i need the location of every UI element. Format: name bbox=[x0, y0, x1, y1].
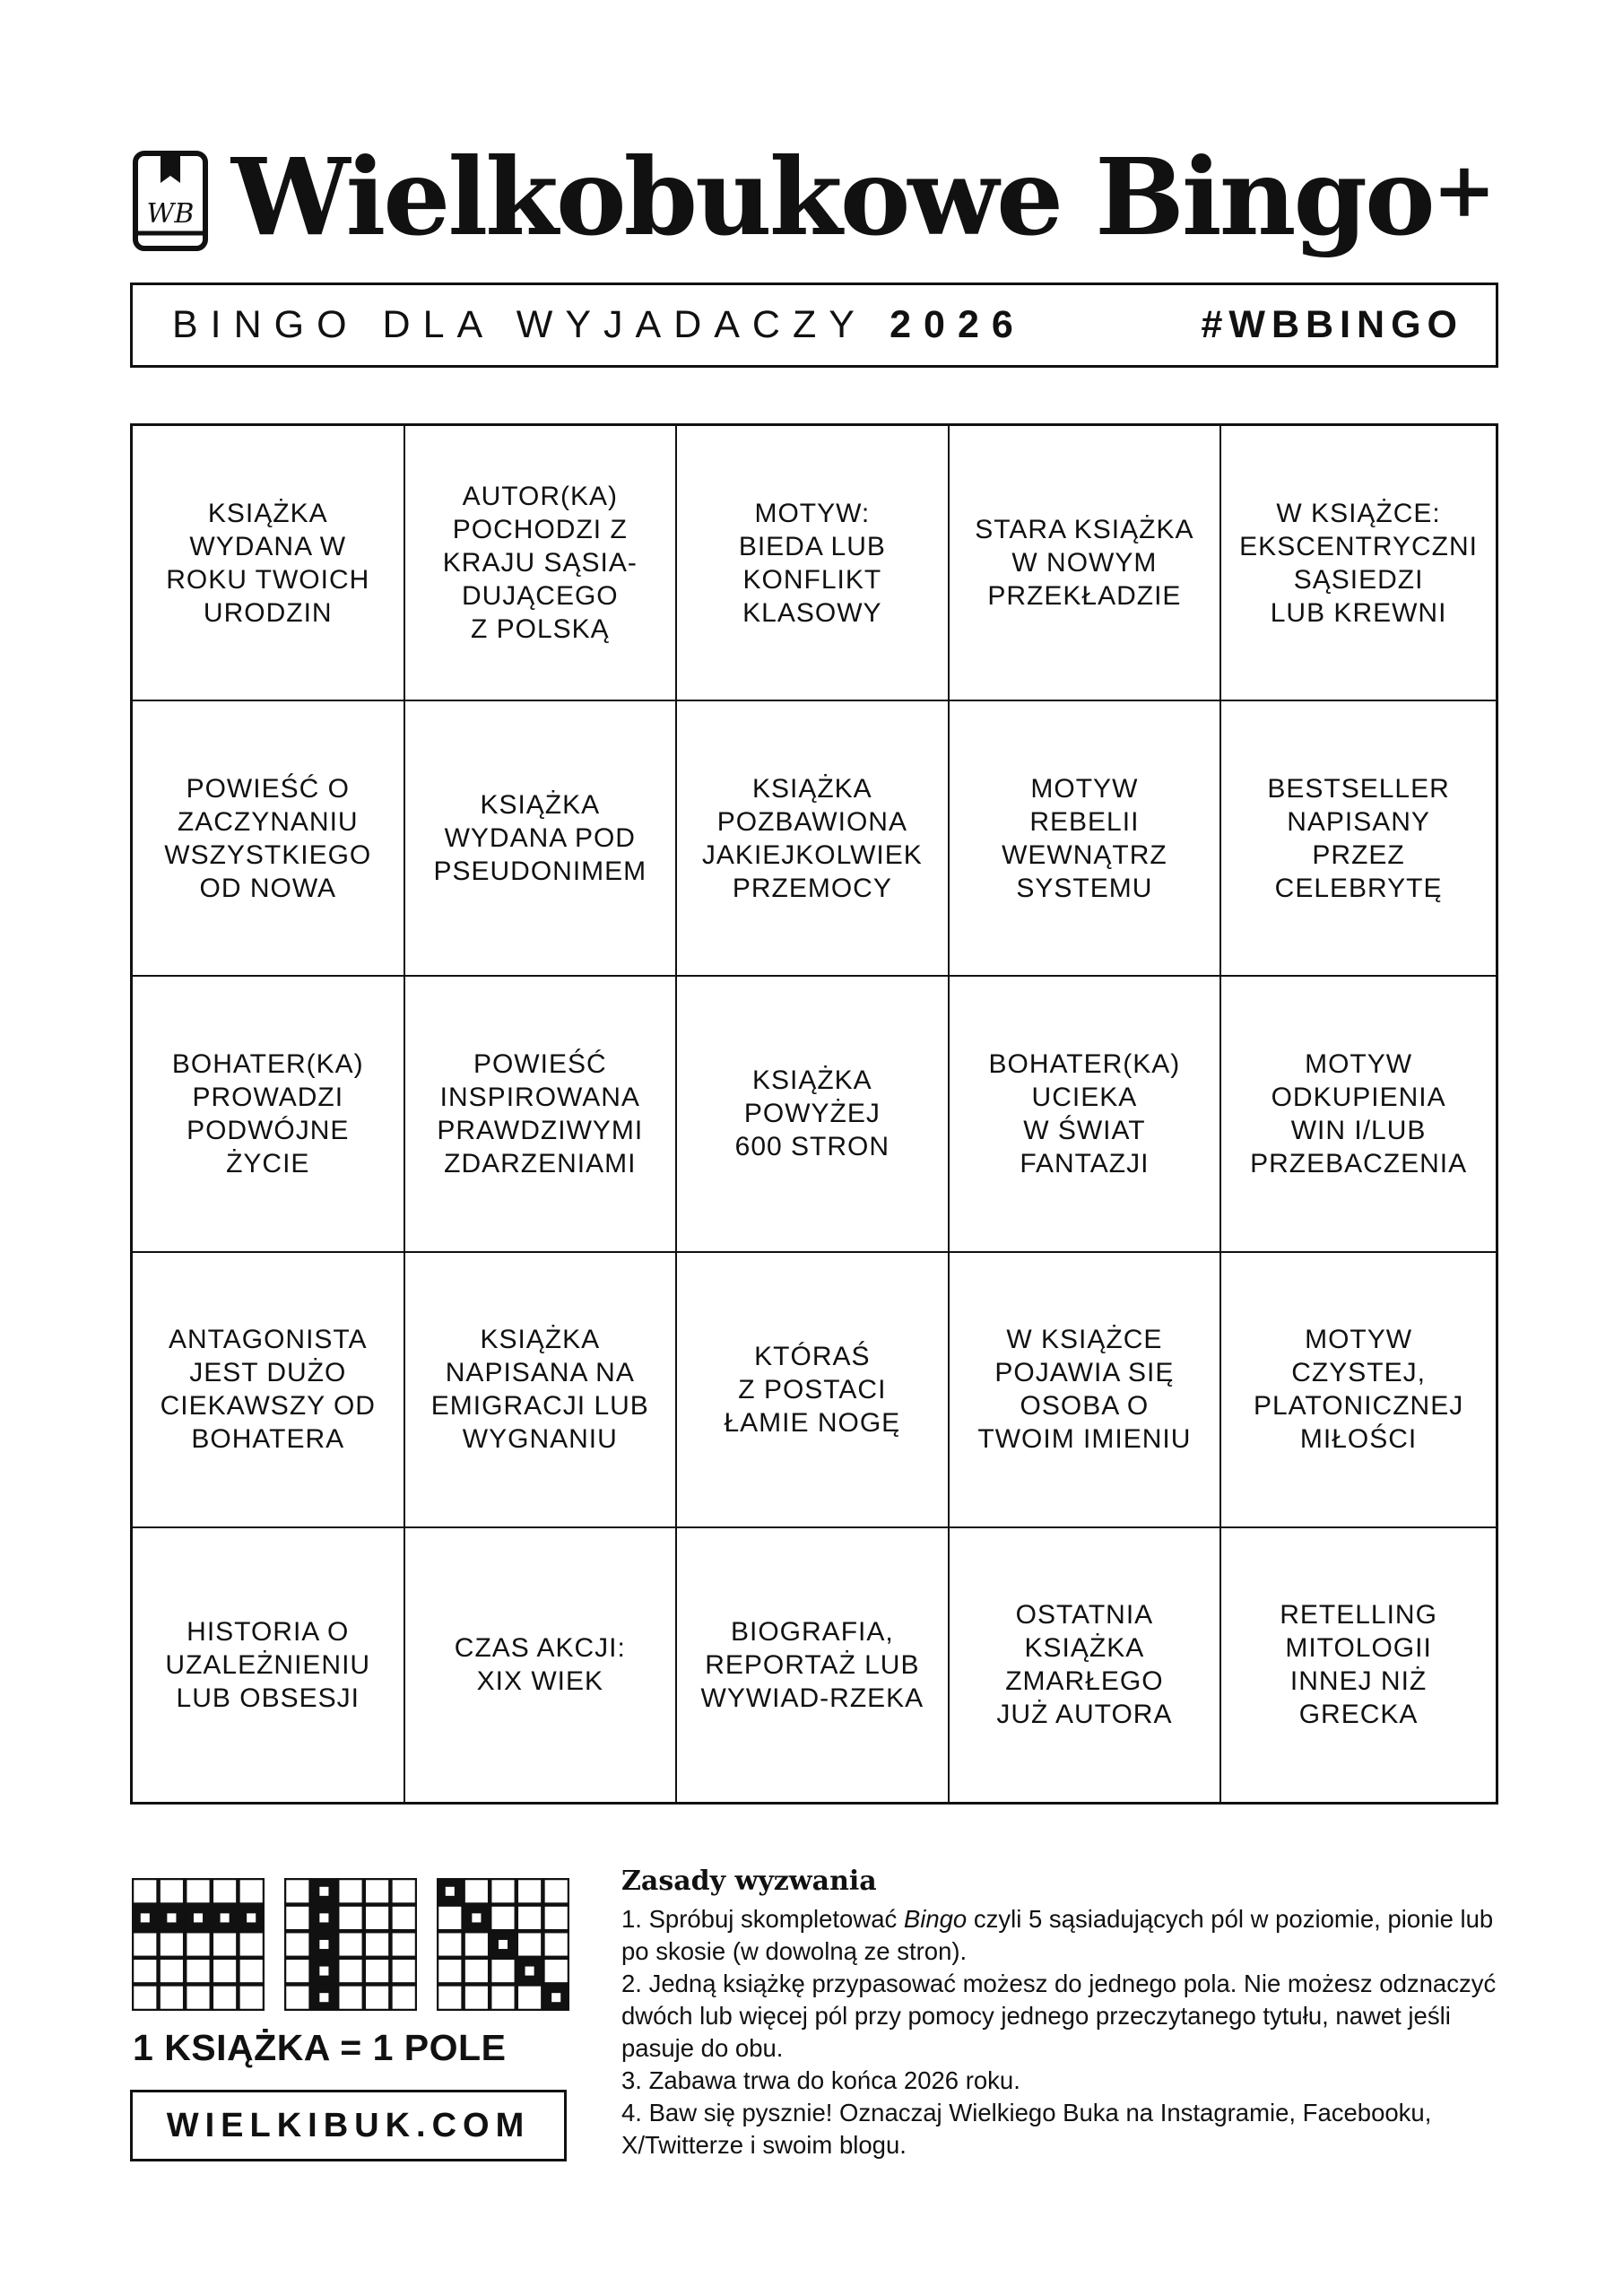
bingo-cell[interactable]: BESTSELLER NAPISANY PRZEZ CELEBRYTĘ bbox=[1220, 700, 1497, 976]
rules-heading: Zasady wyzwania bbox=[621, 1866, 877, 1897]
bingo-cell[interactable]: POWIEŚĆ INSPIROWANA PRAWDZIWYMI ZDARZENIAMI bbox=[404, 976, 677, 1251]
bingo-cell[interactable]: BOHATER(KA) UCIEKA W ŚWIAT FANTAZJI bbox=[949, 976, 1221, 1251]
page-title bbox=[231, 126, 1493, 269]
rule-4: 4. Baw się pysznie! Oznaczaj Wielkiego Buka na Instagramie, Facebooku, X/Twitterze i swoim blogu. bbox=[621, 2099, 1432, 2159]
bingo-cell[interactable]: POWIEŚĆ O ZACZYNANIU WSZYSTKIEGO OD NOWA bbox=[132, 700, 404, 976]
logo-book-icon bbox=[133, 151, 208, 251]
bingo-cell[interactable]: STARA KSIĄŻKA W NOWYM PRZEKŁADZIE bbox=[949, 425, 1221, 700]
bingo-cell[interactable]: KSIĄŻKA POZBAWIONA JAKIEJKOLWIEK PRZEMOCY bbox=[676, 700, 949, 976]
bingo-cell[interactable]: CZAS AKCJI: XIX WIEK bbox=[404, 1527, 677, 1803]
bingo-grid bbox=[130, 423, 1498, 1805]
rule-3: 3. Zabawa trwa do końca 2026 roku. bbox=[621, 2066, 1020, 2094]
rules-section bbox=[621, 1864, 1518, 2161]
banner bbox=[130, 283, 1498, 368]
rule-1: 1. Spróbuj skompletować Bingo czyli 5 sąsiadujących pól w poziomie, pionie lub po skosie (w dowolną ze stron). bbox=[621, 1905, 1494, 1965]
logo-monogram: WB bbox=[146, 198, 195, 230]
bingo-cell[interactable]: AUTOR(KA) POCHODZI Z KRAJU SĄSIA- DUJĄCEGO Z POLSKĄ bbox=[404, 425, 677, 700]
bingo-cell[interactable]: BOHATER(KA) PROWADZI PODWÓJNE ŻYCIE bbox=[132, 976, 404, 1251]
one-book-label: 1 KSIĄŻKA = 1 POLE bbox=[133, 2027, 507, 2068]
bingo-cell[interactable]: HISTORIA O UZALEŻNIENIU LUB OBSESJI bbox=[132, 1527, 404, 1803]
bingo-cell[interactable]: MOTYW: BIEDA LUB KONFLIKT KLASOWY bbox=[676, 425, 949, 700]
website-link[interactable]: WIELKIBUK.COM bbox=[130, 2090, 567, 2161]
bingo-cell[interactable]: KSIĄŻKA WYDANA W ROKU TWOICH URODZIN bbox=[132, 425, 404, 700]
bingo-cell[interactable]: RETELLING MITOLOGII INNEJ NIŻ GRECKA bbox=[1220, 1527, 1497, 1803]
bingo-cell[interactable]: W KSIĄŻCE POJAWIA SIĘ OSOBA O TWOIM IMIENIU bbox=[949, 1252, 1221, 1527]
bingo-cell[interactable]: MOTYW ODKUPIENIA WIN I/LUB PRZEBACZENIA bbox=[1220, 976, 1497, 1251]
banner-subtitle: BINGO DLA WYJADACZY 2026 bbox=[172, 303, 1026, 346]
bingo-cell[interactable]: W KSIĄŻCE: EKSCENTRYCZNI SĄSIEDZI LUB KREWNI bbox=[1220, 425, 1497, 700]
bingo-cell[interactable]: KSIĄŻKA POWYŻEJ 600 STRON bbox=[676, 976, 949, 1251]
title-text: Wielkobukowe Bingo bbox=[231, 135, 1433, 259]
bingo-cell[interactable]: ANTAGONISTA JEST DUŻO CIEKAWSZY OD BOHATERA bbox=[132, 1252, 404, 1527]
bingo-cell[interactable]: MOTYW CZYSTEJ, PLATONICZNEJ MIŁOŚCI bbox=[1220, 1252, 1497, 1527]
banner-hashtag: #WBBINGO bbox=[1201, 303, 1463, 346]
rule-2: 2. Jedną książkę przypasować możesz do jednego pola. Nie możesz odznaczyć dwóch lub więcej pól przy pomocy jednego przeczytanego tytułu, nawet jeśli pasuje do obu. bbox=[621, 1970, 1497, 2062]
banner-year: 2026 bbox=[890, 303, 1026, 346]
example-diagonal-grid bbox=[437, 1878, 569, 2011]
bingo-cell[interactable]: BIOGRAFIA, REPORTAŻ LUB WYWIAD-RZEKA bbox=[676, 1527, 949, 1803]
example-vertical-grid bbox=[284, 1878, 417, 2011]
bingo-cell[interactable]: KSIĄŻKA NAPISANA NA EMIGRACJI LUB WYGNANIU bbox=[404, 1252, 677, 1527]
bingo-cell[interactable]: OSTATNIA KSIĄŻKA ZMARŁEGO JUŻ AUTORA bbox=[949, 1527, 1221, 1803]
example-horizontal-grid bbox=[132, 1878, 265, 2011]
title-suffix: + bbox=[1432, 145, 1494, 234]
bingo-cell[interactable]: MOTYW REBELII WEWNĄTRZ SYSTEMU bbox=[949, 700, 1221, 976]
bingo-cell[interactable]: KTÓRAŚ Z POSTACI ŁAMIE NOGĘ bbox=[676, 1252, 949, 1527]
bingo-cell[interactable]: KSIĄŻKA WYDANA POD PSEUDONIMEM bbox=[404, 700, 677, 976]
